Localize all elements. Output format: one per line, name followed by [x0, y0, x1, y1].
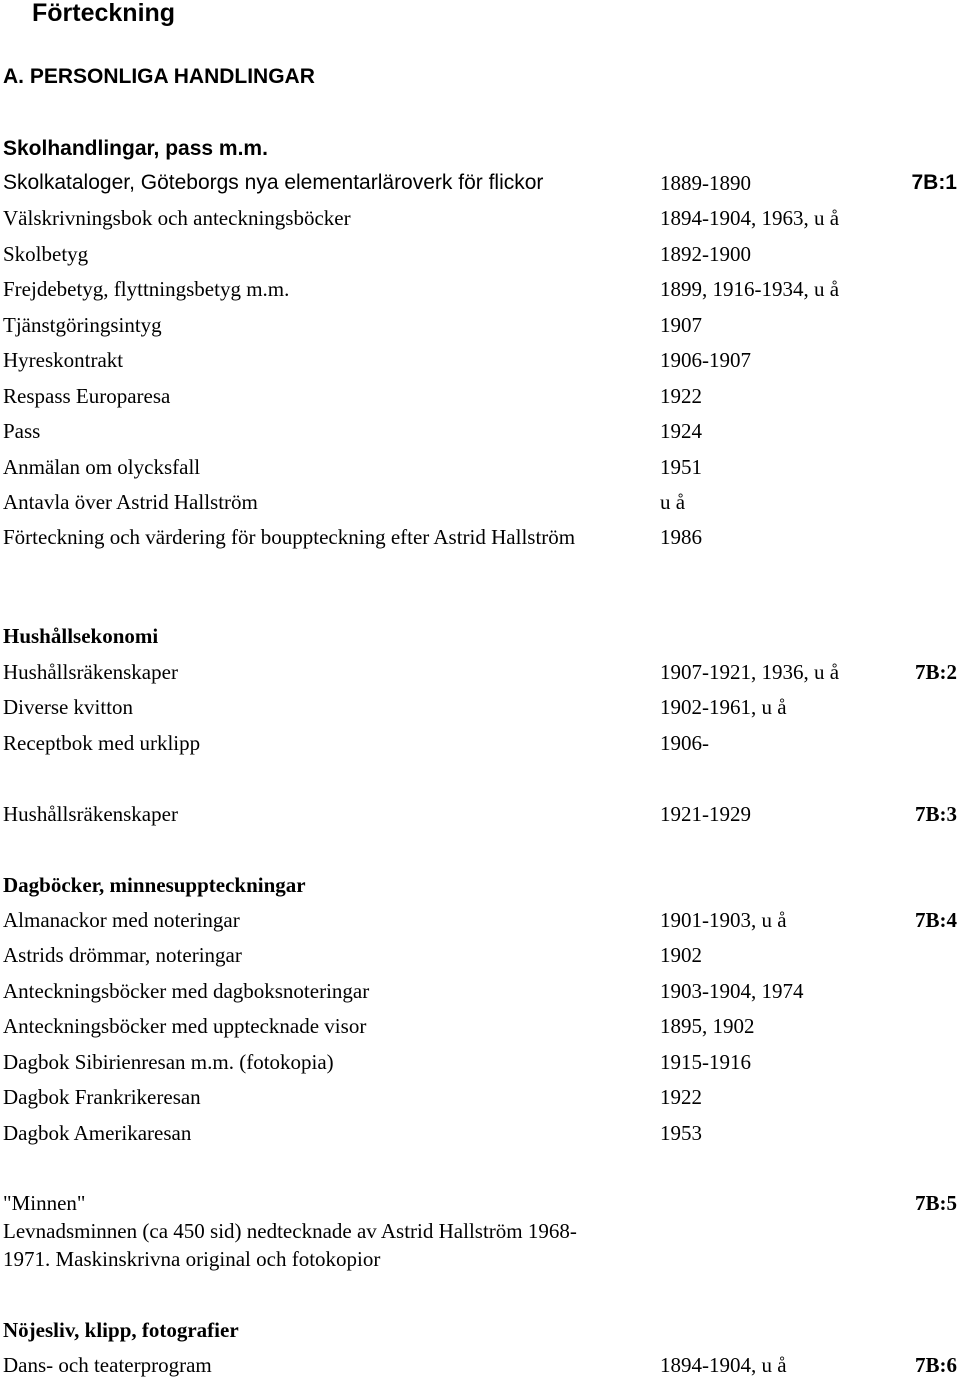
item-box: 7B:1	[911, 171, 957, 194]
item-description: Frejdebetyg, flyttningsbetyg m.m.	[3, 277, 290, 301]
item-box: 7B:4	[915, 908, 957, 932]
item-date: 1907-1921, 1936, u å	[660, 660, 840, 684]
item-date: 1922	[660, 384, 702, 408]
group-title: Hushållsekonomi	[3, 624, 159, 648]
item-description: Skolbetyg	[3, 242, 89, 266]
item-box: 7B:5	[915, 1191, 957, 1215]
item-description: Pass	[3, 419, 41, 443]
item-description: Hushållsräkenskaper	[3, 802, 178, 826]
item-description: Anteckningsböcker med dagboksnoteringar	[3, 979, 370, 1003]
item-date: 1951	[660, 455, 702, 479]
item-description: Diverse kvitton	[3, 695, 134, 719]
item-description: Respass Europaresa	[3, 384, 171, 408]
item-date: 1894-1904, u å	[660, 1353, 787, 1377]
page-title: Förteckning	[32, 0, 176, 27]
item-date: 1924	[660, 419, 702, 443]
item-description: Välskrivningsbok och anteckningsböcker	[3, 206, 351, 230]
item-date: 1901-1903, u å	[660, 908, 787, 932]
item-date: 1986	[660, 525, 702, 549]
item-date: 1921-1929	[660, 802, 751, 826]
item-description: Hyreskontrakt	[3, 348, 124, 372]
item-description: Dans- och teaterprogram	[3, 1353, 212, 1377]
item-description: Anmälan om olycksfall	[3, 455, 201, 479]
item-date: u å	[660, 490, 686, 514]
item-date: 1903-1904, 1974	[660, 979, 804, 1003]
item-description: Astrids drömmar, noteringar	[3, 943, 242, 967]
item-description: Dagbok Sibirienresan m.m. (fotokopia)	[3, 1050, 334, 1074]
item-box: 7B:3	[915, 802, 957, 826]
item-date: 1953	[660, 1121, 702, 1145]
item-description: Tjänstgöringsintyg	[3, 313, 162, 337]
item-date: 1895, 1902	[660, 1014, 755, 1038]
item-date: 1907	[660, 313, 702, 337]
item-description: Förteckning och värdering för bouppteckning efter Astrid Hallström	[3, 525, 576, 549]
item-date: 1899, 1916-1934, u å	[660, 277, 840, 301]
item-date: 1892-1900	[660, 242, 751, 266]
item-description: Antavla över Astrid Hallström	[3, 490, 258, 514]
group-title: Nöjesliv, klipp, fotografier	[3, 1318, 239, 1342]
item-description: Skolkataloger, Göteborgs nya elementarläroverk för flickor	[3, 171, 544, 194]
group-title: Skolhandlingar, pass m.m.	[3, 137, 268, 160]
item-description: Anteckningsböcker med upptecknade visor	[3, 1014, 367, 1038]
item-date: 1902-1961, u å	[660, 695, 787, 719]
group-title: Dagböcker, minnesuppteckningar	[3, 873, 306, 897]
item-description: Dagbok Frankrikeresan	[3, 1085, 201, 1109]
item-date: 1915-1916	[660, 1050, 751, 1074]
item-date: 1906-1907	[660, 348, 751, 372]
item-date: 1922	[660, 1085, 702, 1109]
section-heading: A. PERSONLIGA HANDLINGAR	[3, 65, 315, 88]
item-date: 1906-	[660, 731, 709, 755]
item-description: Levnadsminnen (ca 450 sid) nedtecknade av Astrid Hallström 1968-1971. Maskinskrivna original och fotokopior	[3, 1219, 577, 1271]
item-box: 7B:2	[915, 660, 957, 684]
item-description: Receptbok med urklipp	[3, 731, 201, 755]
item-description: "Minnen"	[3, 1191, 86, 1215]
item-description: Hushållsräkenskaper	[3, 660, 178, 684]
item-date: 1894-1904, 1963, u å	[660, 206, 840, 230]
item-date: 1902	[660, 943, 702, 967]
item-description: Almanackor med noteringar	[3, 908, 240, 932]
item-date: 1889-1890	[660, 171, 751, 195]
item-description: Dagbok Amerikaresan	[3, 1121, 192, 1145]
item-box: 7B:6	[915, 1353, 957, 1377]
